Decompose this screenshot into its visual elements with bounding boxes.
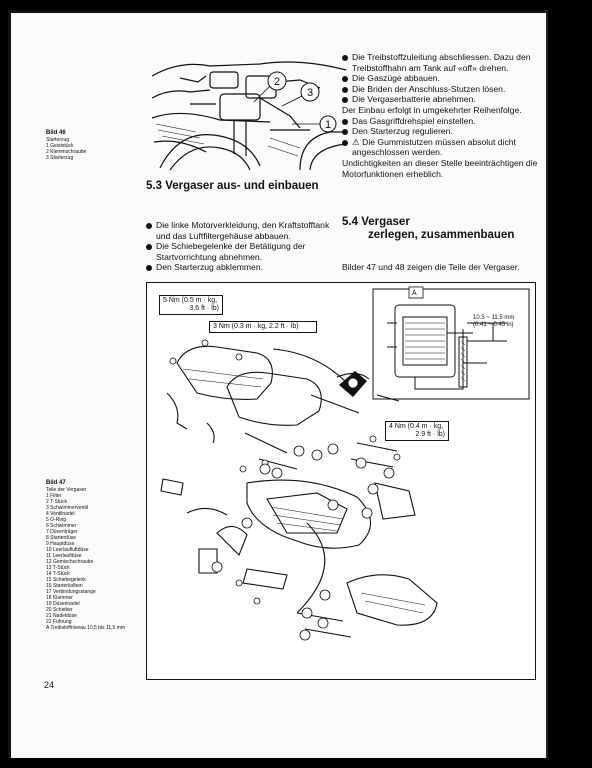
figure-47-item: 9 Hauptdüse	[46, 541, 75, 547]
figure-46-subtitle: Starterzug	[46, 137, 70, 143]
bullet-icon	[342, 129, 348, 135]
figure-47-item: 11 Leerlaufdüse	[46, 553, 82, 559]
section-5-4-title-line2: zerlegen, zusammenbauen	[368, 229, 515, 241]
torque-box-4nm: 4 Nm (0.4 m · kg, 2.9 ft · lb)	[385, 421, 449, 441]
bullet-icon	[342, 140, 348, 146]
bullet-icon	[342, 55, 348, 61]
figure-47-item: 20 Schieber	[46, 607, 73, 613]
callout-1: 1	[324, 119, 332, 131]
figure-47-item: 18 Klammer	[46, 595, 73, 601]
figure-47-item: 14 T-Stück	[46, 571, 70, 577]
figure-46-caption	[46, 130, 126, 161]
torque-box-5nm: 5 Nm (0.5 m · kg, 3.6 ft · lb)	[159, 295, 223, 315]
section-5-3-body	[146, 220, 344, 273]
figure-47-item: 21 Nadeldüse	[46, 613, 77, 619]
warning-triangle-icon: ⚠	[352, 136, 360, 147]
inset-label-a: A	[412, 290, 417, 297]
figure-47-item: 17 Verbindungsstange	[46, 589, 96, 595]
section-5-3-title: Vergaser aus- und einbauen	[165, 180, 319, 192]
figure-47-item: 19 Düsennadel	[46, 601, 80, 607]
figure-47-item: 8 Starterdüse	[46, 535, 77, 541]
page-number: 24	[44, 680, 55, 690]
section-5-4-heading	[342, 216, 538, 242]
float-level-measurement: 10.5 ~ 11.5 mm (0.41 ~ 0.45 in)	[473, 315, 515, 328]
paragraph: Undichtigkeiten an dieser Stelle beeinträchtigen die Motorfunktionen erheblich.	[342, 157, 538, 179]
section-5-3-number: 5.3	[146, 180, 162, 192]
scan-edge-right	[546, 10, 548, 758]
list-item: Die Schiebegelenke der Betätigung der Startvorrichtung abnehmen.	[146, 241, 344, 262]
figure-47-item: 15 Schiebegelenk	[46, 577, 86, 583]
figure-47-item: 22 Führung	[46, 619, 72, 625]
list-item: Das Gasgriffdrehspiel einstellen.	[342, 116, 538, 127]
figure-46-title: Bild 46	[46, 130, 66, 136]
paragraph: Der Einbau erfolgt in umgekehrter Reihenfolge.	[342, 104, 522, 115]
figure-47-caption	[46, 480, 146, 631]
callout-2: 2	[273, 76, 281, 88]
callout-3: 3	[306, 87, 314, 99]
figure-47-item: 16 Starterkolben	[46, 583, 83, 589]
figure-47-title: Bild 47	[46, 480, 66, 486]
figure-47-item: 7 Düsenträger	[46, 529, 78, 535]
figure-47-item: 4 Ventilnadel	[46, 511, 75, 517]
list-item: Die Gaszüge abbauen.	[342, 73, 538, 84]
figure-47-item: 2 T-Stück	[46, 499, 68, 505]
list-item: Die linke Motorverkleidung, den Kraftstofftank und das Luftfiltergehäuse abbauen.	[146, 220, 344, 241]
warning-item: ⚠ Die Gummistutzen müssen absolut dicht angeschlossen werden.	[342, 137, 538, 158]
figure-46-illustration	[150, 58, 348, 178]
bullet-icon	[342, 119, 348, 125]
figure-47-item: 3 Schwimmerventil	[46, 505, 88, 511]
list-item: Den Starterzug regulieren.	[342, 126, 538, 137]
manual-page	[8, 10, 548, 758]
figure-47-item: 1 Filter	[46, 493, 62, 499]
section-5-4-number: 5.4	[342, 216, 358, 228]
torque-box-3nm: 3 Nm (0.3 m · kg, 2.2 ft · lb)	[209, 321, 317, 333]
figure-46-item: 2 Klemmschraube	[46, 149, 87, 155]
bullet-icon	[342, 76, 348, 82]
figure-47-item: 10 Leerlaufluftdüse	[46, 547, 89, 553]
bullet-icon	[146, 244, 152, 250]
figure-47-item: 6 Schwimmer	[46, 523, 77, 529]
scan-edge-left	[8, 10, 11, 758]
section-5-4-title-line1: Vergaser	[361, 216, 410, 228]
figure-47-item: 12 Gemischschraube	[46, 559, 94, 565]
figure-47-item: 5 O-Ring	[46, 517, 67, 523]
bullet-icon	[342, 87, 348, 93]
right-column-steps	[342, 52, 538, 179]
scan-edge-top	[8, 10, 548, 13]
list-item: Die Briden der Anschluss-Stutzen lösen.	[342, 84, 538, 95]
figure-47-frame	[146, 282, 536, 680]
section-5-3-heading	[146, 180, 346, 193]
figure-47-item: A Treibstoffniveau 10,5 bis 11,5 mm	[46, 625, 126, 631]
figure-46-item: 1 Geiststück	[46, 143, 74, 149]
list-item: Die Vergaserbatterie abnehmen.	[342, 94, 538, 105]
figure-47-exploded-view	[147, 283, 535, 679]
bullet-icon	[146, 223, 152, 229]
figure-47-parts-list	[46, 493, 146, 631]
figure-46-item: 3 Starterzug	[46, 155, 74, 161]
figure-47-item: 13 T-Stück	[46, 565, 70, 571]
list-item: Die Treibstoffzuleitung abschliessen. Dazu den Treibstoffhahn am Tank auf «off» drehen.	[342, 52, 538, 73]
bullet-icon	[342, 97, 348, 103]
figure-47-subtitle: Teile der Vergaser	[46, 487, 87, 493]
list-item: Den Starterzug abklemmen.	[146, 262, 344, 273]
section-5-4-intro: Bilder 47 und 48 zeigen die Teile der Vergaser.	[342, 262, 520, 272]
bullet-icon	[146, 265, 152, 271]
